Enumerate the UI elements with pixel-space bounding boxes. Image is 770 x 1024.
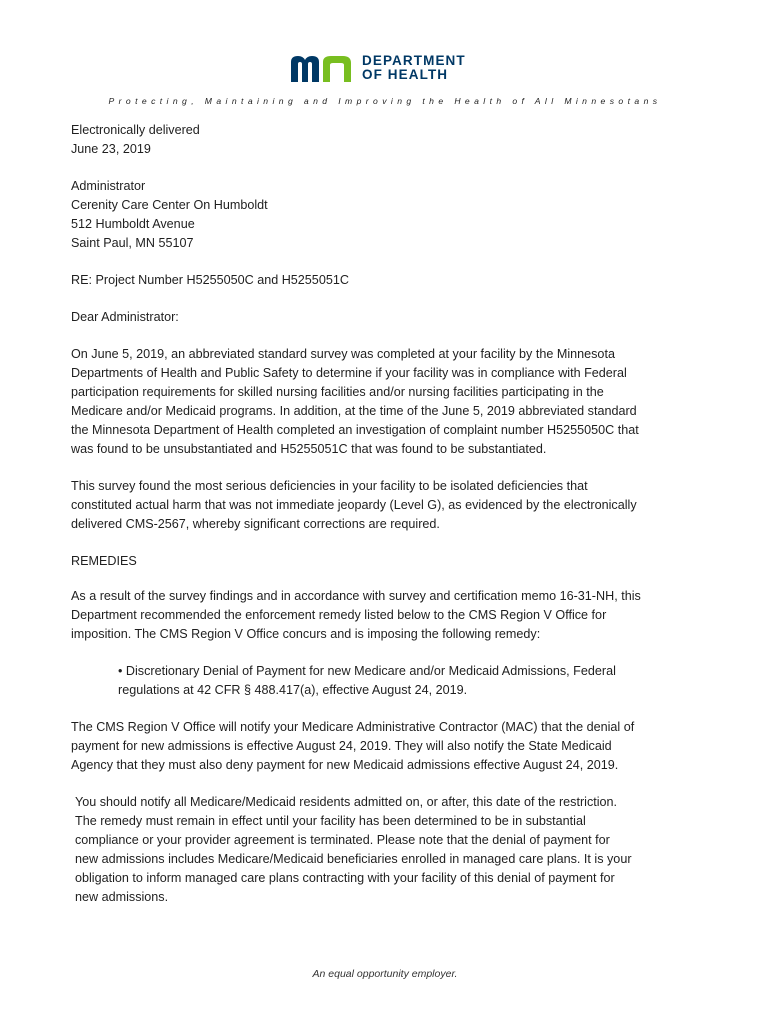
paragraph-line: On June 5, 2019, an abbreviated standard survey was completed at your facility by the Minnesota — [71, 347, 615, 361]
recipient-facility: Cerenity Care Center On Humboldt — [71, 198, 268, 212]
paragraph-resident-notice — [75, 793, 697, 907]
recipient-city: Saint Paul, MN 55107 — [71, 236, 194, 250]
paragraph-deficiencies — [71, 477, 697, 534]
paragraph-line: constituted actual harm that was not immediate jeopardy (Level G), as evidenced by the electronically — [71, 498, 637, 512]
remedies-heading: REMEDIES — [71, 554, 137, 568]
paragraph-line: The remedy must remain in effect until your facility has been determined to be in substantial — [75, 814, 586, 828]
re-line: RE: Project Number H5255050C and H5255051C — [71, 273, 349, 287]
paragraph-line: You should notify all Medicare/Medicaid residents admitted on, or after, this date of the restriction. — [75, 795, 618, 809]
paragraph-mac-notice — [71, 718, 697, 775]
paragraph-line: Agency that they must also deny payment for new Medicaid admissions effective August 24, 2019. — [71, 758, 619, 772]
paragraph-line: participation requirements for skilled nursing facilities and/or nursing facilities participating in the — [71, 385, 604, 399]
tagline: Protecting, Maintaining and Improving the Health of All Minnesotans — [108, 96, 662, 106]
paragraph-line: imposition. The CMS Region V Office concurs and is imposing the following remedy: — [71, 627, 541, 641]
mdh-logo — [289, 52, 466, 84]
salutation: Dear Administrator: — [71, 310, 179, 324]
logo-line-2: OF HEALTH — [362, 67, 449, 82]
paragraph-line: The CMS Region V Office will notify your Medicare Administrative Contractor (MAC) that the denial of — [71, 720, 635, 734]
mn-logo-icon — [289, 52, 355, 84]
paragraph-remedy-intro — [71, 587, 697, 644]
bullet-line: • Discretionary Denial of Payment for new Medicare and/or Medicaid Admissions, Federal — [118, 664, 616, 678]
logo-line-1: DEPARTMENT — [362, 53, 466, 68]
recipient-street: 512 Humboldt Avenue — [71, 217, 195, 231]
paragraph-line: payment for new admissions is effective August 24, 2019. They will also notify the State Medicaid — [71, 739, 612, 753]
paragraph-line: This survey found the most serious deficiencies in your facility to be isolated deficiencies that — [71, 479, 588, 493]
logo-wordmark — [362, 54, 466, 82]
delivery-method: Electronically delivered — [71, 123, 200, 137]
remedy-bullet — [118, 662, 697, 700]
paragraph-line: delivered CMS-2567, whereby significant corrections are required. — [71, 517, 440, 531]
paragraph-line: obligation to inform managed care plans contracting with your facility of this denial of payment for — [75, 871, 615, 885]
recipient-address — [71, 177, 697, 253]
paragraph-line: new admissions includes Medicare/Medicaid beneficiaries enrolled in managed care plans. It is your — [75, 852, 632, 866]
paragraph-line: Medicare and/or Medicaid programs. In addition, at the time of the June 5, 2019 abbreviated standard — [71, 404, 637, 418]
paragraph-survey — [71, 345, 697, 459]
paragraph-line: new admissions. — [75, 890, 169, 904]
paragraph-line: Department recommended the enforcement remedy listed below to the CMS Region V Office for — [71, 608, 607, 622]
paragraph-line: As a result of the survey findings and in accordance with survey and certification memo 16-31-NH, this — [71, 589, 641, 603]
paragraph-line: was found to be unsubstantiated and H5255051C that was found to be substantiated. — [71, 442, 547, 456]
paragraph-line: compliance or your provider agreement is terminated. Please note that the denial of payment for — [75, 833, 610, 847]
bullet-line: regulations at 42 CFR § 488.417(a), effective August 24, 2019. — [118, 683, 468, 697]
delivery-block — [71, 121, 697, 159]
recipient-title: Administrator — [71, 179, 146, 193]
paragraph-line: Departments of Health and Public Safety to determine if your facility was in compliance with Federal — [71, 366, 627, 380]
paragraph-line: the Minnesota Department of Health completed an investigation of complaint number H5255050C that — [71, 423, 639, 437]
footer-eoe: An equal opportunity employer. — [312, 968, 458, 980]
letter-date: June 23, 2019 — [71, 142, 151, 156]
letter-body — [71, 121, 697, 925]
